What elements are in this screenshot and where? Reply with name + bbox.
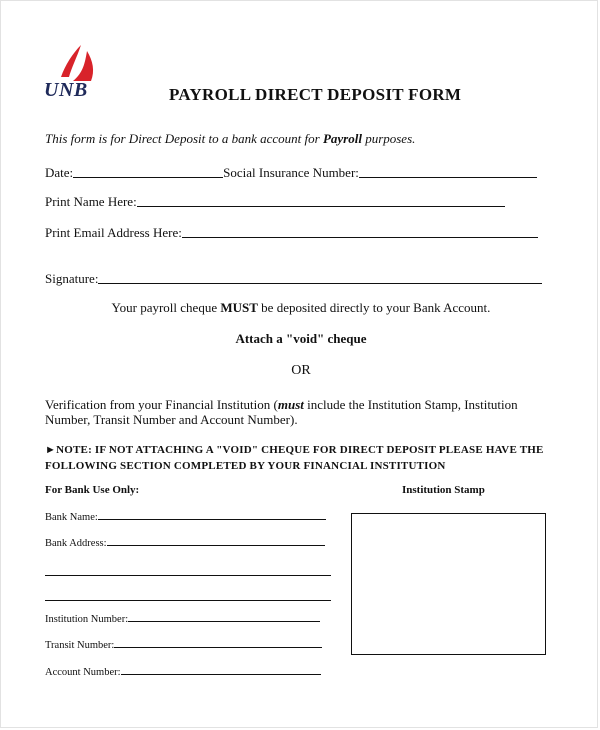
- bank-name-row: [45, 512, 326, 523]
- bank-name-label: Bank Name:: [45, 512, 98, 523]
- bank-address-row: [45, 538, 325, 549]
- transit-number-label: Transit Number:: [45, 640, 115, 651]
- signature-input-line[interactable]: [98, 282, 542, 284]
- account-number-row: [45, 667, 321, 678]
- date-label: Date:: [45, 165, 74, 180]
- print-email-label: Print Email Address Here:: [45, 225, 182, 240]
- signature-label: Signature:: [45, 271, 99, 286]
- unb-logo-text: UNB: [44, 79, 88, 101]
- signature-row: [45, 271, 542, 287]
- or-separator: OR: [291, 363, 311, 378]
- date-sin-row: [45, 165, 537, 181]
- intro-text: This form is for Direct Deposit to a bank account for Payroll purposes.: [45, 131, 416, 146]
- stamp-heading: Institution Stamp: [402, 484, 485, 496]
- print-name-row: [45, 194, 505, 210]
- print-name-input-line[interactable]: [137, 205, 505, 207]
- transit-number-row: [45, 640, 322, 651]
- bank-address-input-line[interactable]: [107, 544, 325, 546]
- bank-address-label: Bank Address:: [45, 538, 107, 549]
- print-email-input-line[interactable]: [182, 236, 538, 238]
- print-name-label: Print Name Here:: [45, 194, 137, 209]
- institution-number-row: [45, 614, 320, 625]
- verification-paragraph: Verification from your Financial Institution (must include the Institution Stamp, Institution Number, Transit Number and Account Number).: [45, 397, 518, 427]
- attach-void-cheque: Attach a "void" cheque: [235, 331, 367, 346]
- institution-number-label: Institution Number:: [45, 614, 129, 625]
- note-arrow-icon: ►: [45, 444, 57, 456]
- institution-stamp-box: [351, 513, 546, 655]
- institution-number-input-line[interactable]: [128, 620, 320, 622]
- sin-label: Social Insurance Number:: [223, 165, 359, 180]
- sin-input-line[interactable]: [359, 176, 537, 178]
- payroll-instruction: Your payroll cheque MUST be deposited directly to your Bank Account.: [111, 300, 491, 315]
- bank-address-line-2[interactable]: [45, 575, 331, 576]
- account-number-label: Account Number:: [45, 667, 121, 678]
- bank-name-input-line[interactable]: [98, 518, 326, 520]
- form-title: PAYROLL DIRECT DEPOSIT FORM: [169, 85, 462, 104]
- date-input-line[interactable]: [73, 176, 223, 178]
- note-paragraph: ►NOTE: IF NOT ATTACHING A "VOID" CHEQUE FOR DIRECT DEPOSIT PLEASE HAVE THE FOLLOWING SECTION COMPLETED BY YOUR FINANCIAL INSTITUTION: [45, 444, 544, 472]
- account-number-input-line[interactable]: [121, 673, 321, 675]
- print-email-row: [45, 225, 538, 241]
- bank-use-heading: For Bank Use Only:: [45, 484, 140, 496]
- bank-address-line-3[interactable]: [45, 600, 331, 601]
- transit-number-input-line[interactable]: [114, 646, 322, 648]
